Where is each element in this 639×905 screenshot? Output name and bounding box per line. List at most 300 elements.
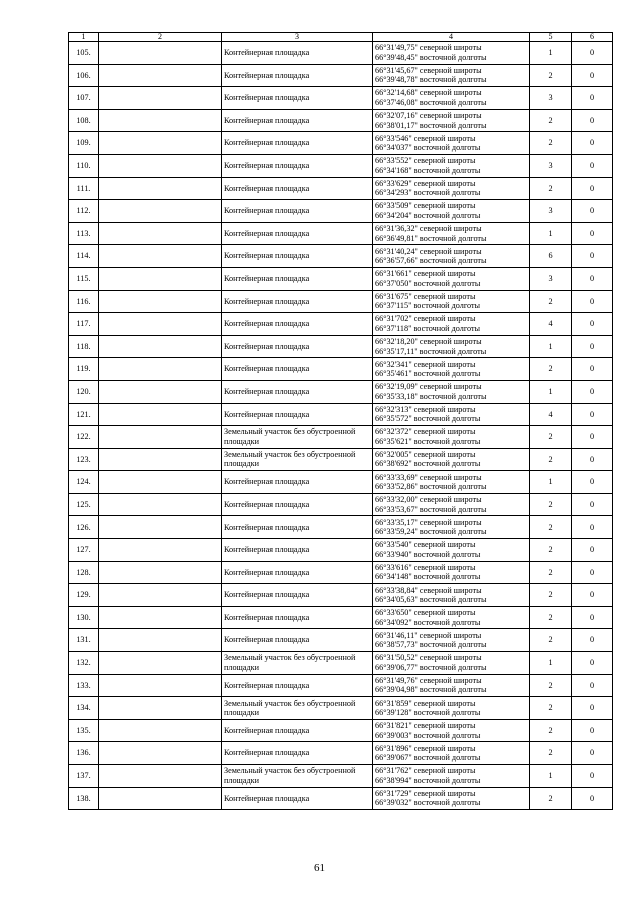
row-number-cell: 113. bbox=[69, 222, 99, 245]
row-number-cell: 119. bbox=[69, 358, 99, 381]
site-type-cell: Контейнерная площадка bbox=[222, 222, 373, 245]
location-cell bbox=[99, 177, 222, 200]
volume-cell: 0 bbox=[572, 358, 613, 381]
row-number-cell: 120. bbox=[69, 380, 99, 403]
row-number-cell: 133. bbox=[69, 674, 99, 697]
coordinates-cell bbox=[373, 313, 530, 336]
latitude-text: 66°31'46,11" северной широты bbox=[375, 630, 482, 640]
row-number-cell: 107. bbox=[69, 87, 99, 110]
volume-cell: 0 bbox=[572, 200, 613, 223]
site-type-cell: Контейнерная площадка bbox=[222, 674, 373, 697]
table-row bbox=[69, 448, 613, 471]
coordinates-cell bbox=[373, 222, 530, 245]
site-type-cell: Контейнерная площадка bbox=[222, 584, 373, 607]
location-cell bbox=[99, 154, 222, 177]
location-cell bbox=[99, 674, 222, 697]
coordinates-cell bbox=[373, 471, 530, 494]
table-row bbox=[69, 426, 613, 449]
latitude-text: 66°31'661" северной широты bbox=[375, 269, 476, 279]
container-count-cell: 2 bbox=[530, 787, 572, 810]
site-type-cell: Контейнерная площадка bbox=[222, 629, 373, 652]
latitude-text: 66°32'18,20" северной широты bbox=[375, 337, 482, 347]
longitude-text: 66°35'572" восточной долготы bbox=[375, 414, 481, 424]
container-count-cell: 2 bbox=[530, 606, 572, 629]
latitude-text: 66°31'675" северной широты bbox=[375, 291, 476, 301]
longitude-text: 66°34'05,63" восточной долготы bbox=[375, 595, 487, 605]
row-number-cell: 130. bbox=[69, 606, 99, 629]
coordinates-cell bbox=[373, 606, 530, 629]
site-type-cell: Контейнерная площадка bbox=[222, 177, 373, 200]
row-number-cell: 126. bbox=[69, 516, 99, 539]
latitude-text: 66°32'19,09" северной широты bbox=[375, 382, 482, 392]
site-type-cell: Контейнерная площадка bbox=[222, 742, 373, 765]
site-type-cell: Контейнерная площадка bbox=[222, 719, 373, 742]
table-row bbox=[69, 787, 613, 810]
table-row bbox=[69, 697, 613, 720]
longitude-text: 66°33'52,86" восточной долготы bbox=[375, 482, 487, 492]
container-count-cell: 4 bbox=[530, 313, 572, 336]
table-row bbox=[69, 42, 613, 65]
coordinates-cell bbox=[373, 652, 530, 675]
column-number-row bbox=[69, 33, 613, 42]
latitude-text: 66°33'33,69" северной широты bbox=[375, 472, 482, 482]
coordinates-cell bbox=[373, 516, 530, 539]
container-count-cell: 1 bbox=[530, 222, 572, 245]
container-count-cell: 2 bbox=[530, 493, 572, 516]
site-type-cell: Контейнерная площадка bbox=[222, 606, 373, 629]
longitude-text: 66°38'01,17" восточной долготы bbox=[375, 120, 487, 130]
volume-cell: 0 bbox=[572, 42, 613, 65]
table-row bbox=[69, 471, 613, 494]
coordinates-cell bbox=[373, 561, 530, 584]
volume-cell: 0 bbox=[572, 335, 613, 358]
container-count-cell: 2 bbox=[530, 584, 572, 607]
volume-cell: 0 bbox=[572, 313, 613, 336]
row-number-cell: 122. bbox=[69, 426, 99, 449]
volume-cell: 0 bbox=[572, 245, 613, 268]
location-cell bbox=[99, 561, 222, 584]
location-cell bbox=[99, 584, 222, 607]
column-header-6: 6 bbox=[572, 33, 613, 42]
container-count-cell: 2 bbox=[530, 516, 572, 539]
table-row bbox=[69, 200, 613, 223]
location-cell bbox=[99, 742, 222, 765]
location-cell bbox=[99, 222, 222, 245]
latitude-text: 66°32'005" северной широты bbox=[375, 449, 476, 459]
site-type-cell: Контейнерная площадка bbox=[222, 42, 373, 65]
coordinates-cell bbox=[373, 765, 530, 788]
volume-cell: 0 bbox=[572, 516, 613, 539]
longitude-text: 66°35'461" восточной долготы bbox=[375, 369, 481, 379]
volume-cell: 0 bbox=[572, 380, 613, 403]
volume-cell: 0 bbox=[572, 606, 613, 629]
column-header-4: 4 bbox=[373, 33, 530, 42]
coordinates-cell bbox=[373, 787, 530, 810]
row-number-cell: 123. bbox=[69, 448, 99, 471]
coordinates-cell bbox=[373, 132, 530, 155]
container-count-cell: 2 bbox=[530, 358, 572, 381]
longitude-text: 66°33'59,24" восточной долготы bbox=[375, 527, 487, 537]
coordinates-cell bbox=[373, 335, 530, 358]
table-row bbox=[69, 719, 613, 742]
latitude-text: 66°31'859" северной широты bbox=[375, 698, 476, 708]
latitude-text: 66°32'372" северной широты bbox=[375, 427, 476, 437]
table-row bbox=[69, 606, 613, 629]
table-row bbox=[69, 516, 613, 539]
site-type-cell: Контейнерная площадка bbox=[222, 200, 373, 223]
longitude-text: 66°39'128" восточной долготы bbox=[375, 708, 481, 718]
longitude-text: 66°37'118" восточной долготы bbox=[375, 323, 481, 333]
longitude-text: 66°33'940" восточной долготы bbox=[375, 549, 481, 559]
document-page bbox=[68, 32, 612, 810]
container-count-cell: 1 bbox=[530, 471, 572, 494]
container-count-cell: 2 bbox=[530, 109, 572, 132]
row-number-cell: 136. bbox=[69, 742, 99, 765]
latitude-text: 66°33'546" северной широты bbox=[375, 133, 476, 143]
latitude-text: 66°31'36,32" северной широты bbox=[375, 224, 482, 234]
row-number-cell: 116. bbox=[69, 290, 99, 313]
location-cell bbox=[99, 787, 222, 810]
location-cell bbox=[99, 516, 222, 539]
row-number-cell: 111. bbox=[69, 177, 99, 200]
row-number-cell: 125. bbox=[69, 493, 99, 516]
container-count-cell: 3 bbox=[530, 267, 572, 290]
longitude-text: 66°39'04,98" восточной долготы bbox=[375, 685, 487, 695]
location-cell bbox=[99, 539, 222, 562]
latitude-text: 66°32'07,16" северной широты bbox=[375, 111, 482, 121]
row-number-cell: 137. bbox=[69, 765, 99, 788]
row-number-cell: 109. bbox=[69, 132, 99, 155]
row-number-cell: 108. bbox=[69, 109, 99, 132]
volume-cell: 0 bbox=[572, 132, 613, 155]
location-cell bbox=[99, 109, 222, 132]
latitude-text: 66°33'540" северной широты bbox=[375, 540, 476, 550]
container-count-cell: 3 bbox=[530, 87, 572, 110]
location-cell bbox=[99, 471, 222, 494]
coordinates-cell bbox=[373, 493, 530, 516]
volume-cell: 0 bbox=[572, 742, 613, 765]
site-type-cell: Контейнерная площадка bbox=[222, 493, 373, 516]
coordinates-cell bbox=[373, 64, 530, 87]
longitude-text: 66°37'115" восточной долготы bbox=[375, 301, 481, 311]
latitude-text: 66°31'49,75" северной широты bbox=[375, 43, 482, 53]
location-cell bbox=[99, 358, 222, 381]
volume-cell: 0 bbox=[572, 765, 613, 788]
longitude-text: 66°39'003" восточной долготы bbox=[375, 730, 481, 740]
site-type-cell: Контейнерная площадка bbox=[222, 561, 373, 584]
location-cell bbox=[99, 697, 222, 720]
location-cell bbox=[99, 380, 222, 403]
row-number-cell: 138. bbox=[69, 787, 99, 810]
page-number: 61 bbox=[314, 862, 325, 874]
volume-cell: 0 bbox=[572, 493, 613, 516]
container-count-cell: 2 bbox=[530, 290, 572, 313]
table-body bbox=[69, 42, 613, 810]
container-count-cell: 1 bbox=[530, 335, 572, 358]
longitude-text: 66°36'57,66" восточной долготы bbox=[375, 256, 487, 266]
longitude-text: 66°39'067" восточной долготы bbox=[375, 753, 481, 763]
row-number-cell: 112. bbox=[69, 200, 99, 223]
table-row bbox=[69, 222, 613, 245]
location-cell bbox=[99, 200, 222, 223]
table-row bbox=[69, 87, 613, 110]
container-count-cell: 1 bbox=[530, 380, 572, 403]
site-type-cell: Контейнерная площадка bbox=[222, 358, 373, 381]
volume-cell: 0 bbox=[572, 64, 613, 87]
longitude-text: 66°34'092" восточной долготы bbox=[375, 617, 481, 627]
site-type-cell: Контейнерная площадка bbox=[222, 539, 373, 562]
latitude-text: 66°33'552" северной широты bbox=[375, 156, 476, 166]
row-number-cell: 128. bbox=[69, 561, 99, 584]
container-count-cell: 4 bbox=[530, 403, 572, 426]
volume-cell: 0 bbox=[572, 448, 613, 471]
site-type-cell: Контейнерная площадка bbox=[222, 335, 373, 358]
location-cell bbox=[99, 290, 222, 313]
volume-cell: 0 bbox=[572, 290, 613, 313]
row-number-cell: 106. bbox=[69, 64, 99, 87]
table-row bbox=[69, 358, 613, 381]
longitude-text: 66°33'53,67" восточной долготы bbox=[375, 504, 487, 514]
table-row bbox=[69, 154, 613, 177]
row-number-cell: 121. bbox=[69, 403, 99, 426]
coordinates-cell bbox=[373, 154, 530, 177]
table-row bbox=[69, 765, 613, 788]
longitude-text: 66°35'17,11" восточной долготы bbox=[375, 346, 487, 356]
table-row bbox=[69, 742, 613, 765]
table-row bbox=[69, 132, 613, 155]
latitude-text: 66°31'50,52" северной широты bbox=[375, 653, 482, 663]
table-row bbox=[69, 652, 613, 675]
volume-cell: 0 bbox=[572, 222, 613, 245]
table-row bbox=[69, 403, 613, 426]
latitude-text: 66°33'509" северной широты bbox=[375, 201, 476, 211]
latitude-text: 66°31'821" северной широты bbox=[375, 721, 476, 731]
column-header-3: 3 bbox=[222, 33, 373, 42]
location-cell bbox=[99, 719, 222, 742]
latitude-text: 66°32'341" северной широты bbox=[375, 359, 476, 369]
container-count-cell: 1 bbox=[530, 652, 572, 675]
table-row bbox=[69, 313, 613, 336]
volume-cell: 0 bbox=[572, 109, 613, 132]
site-type-cell: Земельный участок без обустроенной площадки bbox=[222, 652, 373, 675]
location-cell bbox=[99, 87, 222, 110]
location-cell bbox=[99, 403, 222, 426]
site-type-cell: Контейнерная площадка bbox=[222, 403, 373, 426]
longitude-text: 66°34'037" восточной долготы bbox=[375, 143, 481, 153]
longitude-text: 66°38'57,73" восточной долготы bbox=[375, 640, 487, 650]
site-type-cell: Контейнерная площадка bbox=[222, 109, 373, 132]
longitude-text: 66°37'050" восточной долготы bbox=[375, 278, 481, 288]
container-count-cell: 2 bbox=[530, 426, 572, 449]
coordinates-cell bbox=[373, 177, 530, 200]
latitude-text: 66°33'650" северной широты bbox=[375, 608, 476, 618]
longitude-text: 66°39'48,78" восточной долготы bbox=[375, 75, 487, 85]
site-type-cell: Земельный участок без обустроенной площадки bbox=[222, 697, 373, 720]
coordinates-cell bbox=[373, 245, 530, 268]
site-type-cell: Контейнерная площадка bbox=[222, 267, 373, 290]
table-row bbox=[69, 380, 613, 403]
longitude-text: 66°34'204" восточной долготы bbox=[375, 210, 481, 220]
table-row bbox=[69, 109, 613, 132]
latitude-text: 66°31'49,76" северной широты bbox=[375, 675, 482, 685]
column-header-5: 5 bbox=[530, 33, 572, 42]
coordinates-cell bbox=[373, 290, 530, 313]
container-count-cell: 2 bbox=[530, 132, 572, 155]
table-row bbox=[69, 177, 613, 200]
coordinates-cell bbox=[373, 42, 530, 65]
coordinates-cell bbox=[373, 87, 530, 110]
coordinates-cell bbox=[373, 358, 530, 381]
row-number-cell: 110. bbox=[69, 154, 99, 177]
latitude-text: 66°32'313" северной широты bbox=[375, 404, 476, 414]
longitude-text: 66°39'48,45" восточной долготы bbox=[375, 52, 487, 62]
longitude-text: 66°39'032" восточной долготы bbox=[375, 798, 481, 808]
container-count-cell: 1 bbox=[530, 765, 572, 788]
coordinates-cell bbox=[373, 539, 530, 562]
location-cell bbox=[99, 652, 222, 675]
latitude-text: 66°33'38,84" северной широты bbox=[375, 585, 482, 595]
site-type-cell: Контейнерная площадка bbox=[222, 245, 373, 268]
row-number-cell: 134. bbox=[69, 697, 99, 720]
latitude-text: 66°33'629" северной широты bbox=[375, 178, 476, 188]
container-count-cell: 2 bbox=[530, 697, 572, 720]
row-number-cell: 115. bbox=[69, 267, 99, 290]
coordinates-cell bbox=[373, 674, 530, 697]
location-cell bbox=[99, 426, 222, 449]
table-row bbox=[69, 245, 613, 268]
site-type-cell: Земельный участок без обустроенной площадки bbox=[222, 426, 373, 449]
volume-cell: 0 bbox=[572, 426, 613, 449]
latitude-text: 66°31'45,67" северной широты bbox=[375, 65, 482, 75]
row-number-cell: 105. bbox=[69, 42, 99, 65]
coordinates-cell bbox=[373, 200, 530, 223]
site-type-cell: Контейнерная площадка bbox=[222, 787, 373, 810]
volume-cell: 0 bbox=[572, 403, 613, 426]
row-number-cell: 129. bbox=[69, 584, 99, 607]
location-cell bbox=[99, 42, 222, 65]
column-header-2: 2 bbox=[99, 33, 222, 42]
row-number-cell: 118. bbox=[69, 335, 99, 358]
volume-cell: 0 bbox=[572, 787, 613, 810]
latitude-text: 66°33'32,00" северной широты bbox=[375, 495, 482, 505]
row-number-cell: 124. bbox=[69, 471, 99, 494]
row-number-cell: 127. bbox=[69, 539, 99, 562]
longitude-text: 66°35'621" восточной долготы bbox=[375, 436, 481, 446]
longitude-text: 66°34'293" восточной долготы bbox=[375, 188, 481, 198]
coordinates-cell bbox=[373, 584, 530, 607]
longitude-text: 66°34'168" восточной долготы bbox=[375, 165, 481, 175]
latitude-text: 66°33'616" северной широты bbox=[375, 562, 476, 572]
table-row bbox=[69, 493, 613, 516]
location-cell bbox=[99, 606, 222, 629]
table-row bbox=[69, 64, 613, 87]
volume-cell: 0 bbox=[572, 539, 613, 562]
longitude-text: 66°39'06,77" восточной долготы bbox=[375, 662, 487, 672]
container-count-cell: 6 bbox=[530, 245, 572, 268]
container-count-cell: 2 bbox=[530, 629, 572, 652]
table-row bbox=[69, 674, 613, 697]
container-count-cell: 2 bbox=[530, 64, 572, 87]
location-cell bbox=[99, 267, 222, 290]
site-type-cell: Контейнерная площадка bbox=[222, 64, 373, 87]
volume-cell: 0 bbox=[572, 561, 613, 584]
volume-cell: 0 bbox=[572, 652, 613, 675]
site-type-cell: Земельный участок без обустроенной площадки bbox=[222, 448, 373, 471]
site-type-cell: Контейнерная площадка bbox=[222, 313, 373, 336]
site-type-cell: Контейнерная площадка bbox=[222, 87, 373, 110]
longitude-text: 66°38'994" восточной долготы bbox=[375, 775, 481, 785]
location-cell bbox=[99, 335, 222, 358]
table-row bbox=[69, 629, 613, 652]
volume-cell: 0 bbox=[572, 697, 613, 720]
container-count-cell: 2 bbox=[530, 674, 572, 697]
volume-cell: 0 bbox=[572, 719, 613, 742]
table-row bbox=[69, 584, 613, 607]
site-type-cell: Контейнерная площадка bbox=[222, 471, 373, 494]
table-row bbox=[69, 290, 613, 313]
coordinates-cell bbox=[373, 448, 530, 471]
container-count-cell: 2 bbox=[530, 448, 572, 471]
latitude-text: 66°33'35,17" северной широты bbox=[375, 517, 482, 527]
row-number-cell: 135. bbox=[69, 719, 99, 742]
volume-cell: 0 bbox=[572, 87, 613, 110]
latitude-text: 66°31'762" северной широты bbox=[375, 766, 476, 776]
latitude-text: 66°32'14,68" северной широты bbox=[375, 88, 482, 98]
table-row bbox=[69, 335, 613, 358]
site-type-cell: Контейнерная площадка bbox=[222, 154, 373, 177]
container-count-cell: 2 bbox=[530, 742, 572, 765]
latitude-text: 66°31'896" северной широты bbox=[375, 743, 476, 753]
container-count-cell: 2 bbox=[530, 719, 572, 742]
longitude-text: 66°37'46,08" восточной долготы bbox=[375, 97, 487, 107]
location-cell bbox=[99, 132, 222, 155]
longitude-text: 66°34'148" восточной долготы bbox=[375, 572, 481, 582]
table-row bbox=[69, 267, 613, 290]
coordinates-cell bbox=[373, 629, 530, 652]
coordinates-cell bbox=[373, 697, 530, 720]
container-count-cell: 2 bbox=[530, 177, 572, 200]
location-cell bbox=[99, 64, 222, 87]
location-cell bbox=[99, 448, 222, 471]
location-cell bbox=[99, 493, 222, 516]
row-number-cell: 132. bbox=[69, 652, 99, 675]
container-count-cell: 2 bbox=[530, 561, 572, 584]
row-number-cell: 131. bbox=[69, 629, 99, 652]
row-number-cell: 117. bbox=[69, 313, 99, 336]
location-cell bbox=[99, 313, 222, 336]
row-number-cell: 114. bbox=[69, 245, 99, 268]
volume-cell: 0 bbox=[572, 629, 613, 652]
coordinates-cell bbox=[373, 380, 530, 403]
latitude-text: 66°31'40,24" северной широты bbox=[375, 246, 482, 256]
longitude-text: 66°35'33,18" восточной долготы bbox=[375, 391, 487, 401]
coordinates-cell bbox=[373, 426, 530, 449]
column-header-1: 1 bbox=[69, 33, 99, 42]
table-row bbox=[69, 539, 613, 562]
container-count-cell: 3 bbox=[530, 200, 572, 223]
coordinates-cell bbox=[373, 742, 530, 765]
volume-cell: 0 bbox=[572, 177, 613, 200]
container-sites-table bbox=[68, 32, 613, 810]
volume-cell: 0 bbox=[572, 267, 613, 290]
site-type-cell: Контейнерная площадка bbox=[222, 290, 373, 313]
location-cell bbox=[99, 245, 222, 268]
volume-cell: 0 bbox=[572, 584, 613, 607]
volume-cell: 0 bbox=[572, 471, 613, 494]
longitude-text: 66°38'692" восточной долготы bbox=[375, 459, 481, 469]
coordinates-cell bbox=[373, 267, 530, 290]
location-cell bbox=[99, 765, 222, 788]
